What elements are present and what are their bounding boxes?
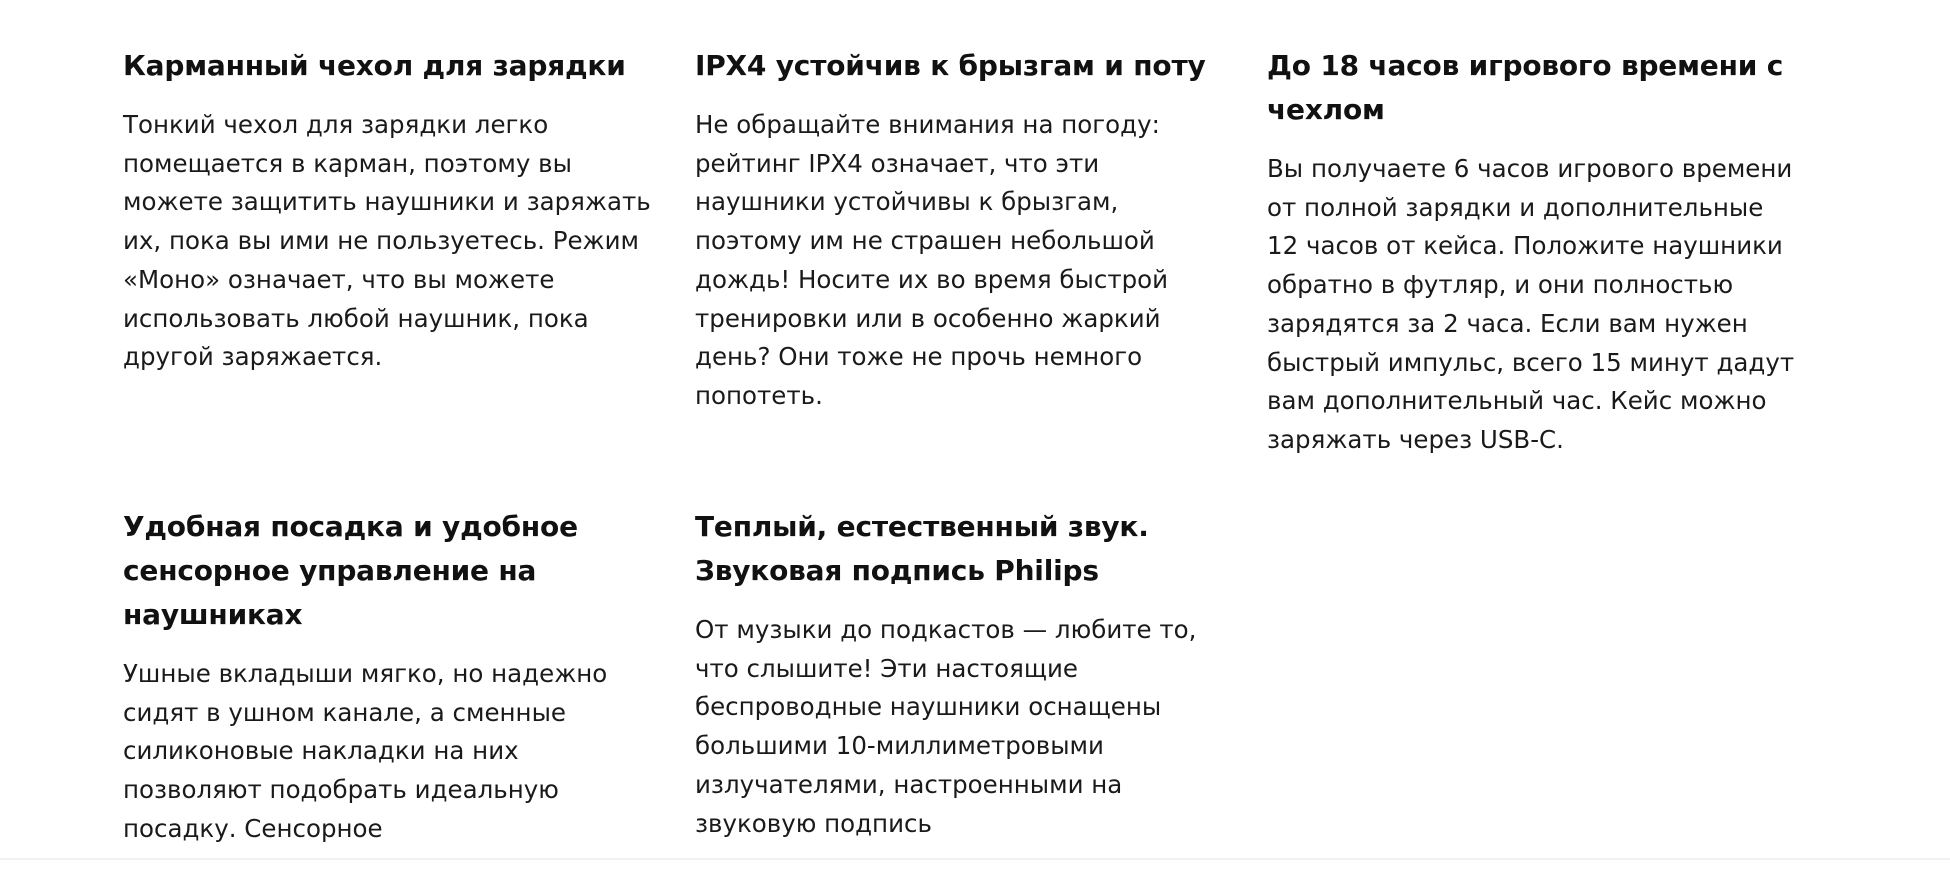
bottom-divider (0, 858, 1950, 860)
feature-title: Теплый, естественный звук. Звуковая подпись Philips (695, 510, 1149, 587)
feature-title: Карманный чехол для зарядки (123, 49, 626, 82)
feature-title: До 18 часов игрового времени с чехлом (1267, 49, 1784, 126)
feature-playtime (1267, 0, 1802, 505)
feature-description: Вы получаете 6 часов игрового времени от полной зарядки и дополнительные 12 часов от кейса. Положите наушники обратно в футляр, и они полностью зарядятся за 2 часа. Если вам нужен быстрый импульс, всего 15 минут дадут вам дополнительный час. Кейс можно заряжать через USB-C. (1267, 154, 1795, 454)
feature-title: Удобная посадка и удобное сенсорное управление на наушниках (123, 510, 578, 631)
feature-charging-case (123, 0, 658, 505)
feature-description: Тонкий чехол для зарядки легко помещается в карман, поэтому вы можете защитить наушники и заряжать их, пока вы ими не пользуетесь. Режим «Моно» означает, что вы можете использовать любой наушник, пока другой заряжается. (123, 110, 651, 372)
feature-comfort-fit (123, 505, 658, 849)
feature-sound (695, 505, 1230, 849)
feature-description: Ушные вкладыши мягко, но надежно сидят в ушном канале, а сменные силиконовые накладки на них позволяют подобрать идеальную посадку. Сенсорное (123, 659, 608, 843)
features-grid (123, 0, 1843, 849)
feature-ipx4 (695, 0, 1230, 505)
feature-description: Не обращайте внимания на погоду: рейтинг IPX4 означает, что эти наушники устойчивы к брызгам, поэтому им не страшен небольшой дождь! Носите их во время быстрой тренировки или в особенно жаркий день? Они тоже не прочь немного попотеть. (695, 110, 1169, 410)
feature-description: От музыки до подкастов — любите то, что слышите! Эти настоящие беспроводные наушники оснащены большими 10-миллиметровыми излучателями, настроенными на звуковую подпись (695, 615, 1197, 838)
feature-title: IPX4 устойчив к брызгам и поту (695, 49, 1206, 82)
